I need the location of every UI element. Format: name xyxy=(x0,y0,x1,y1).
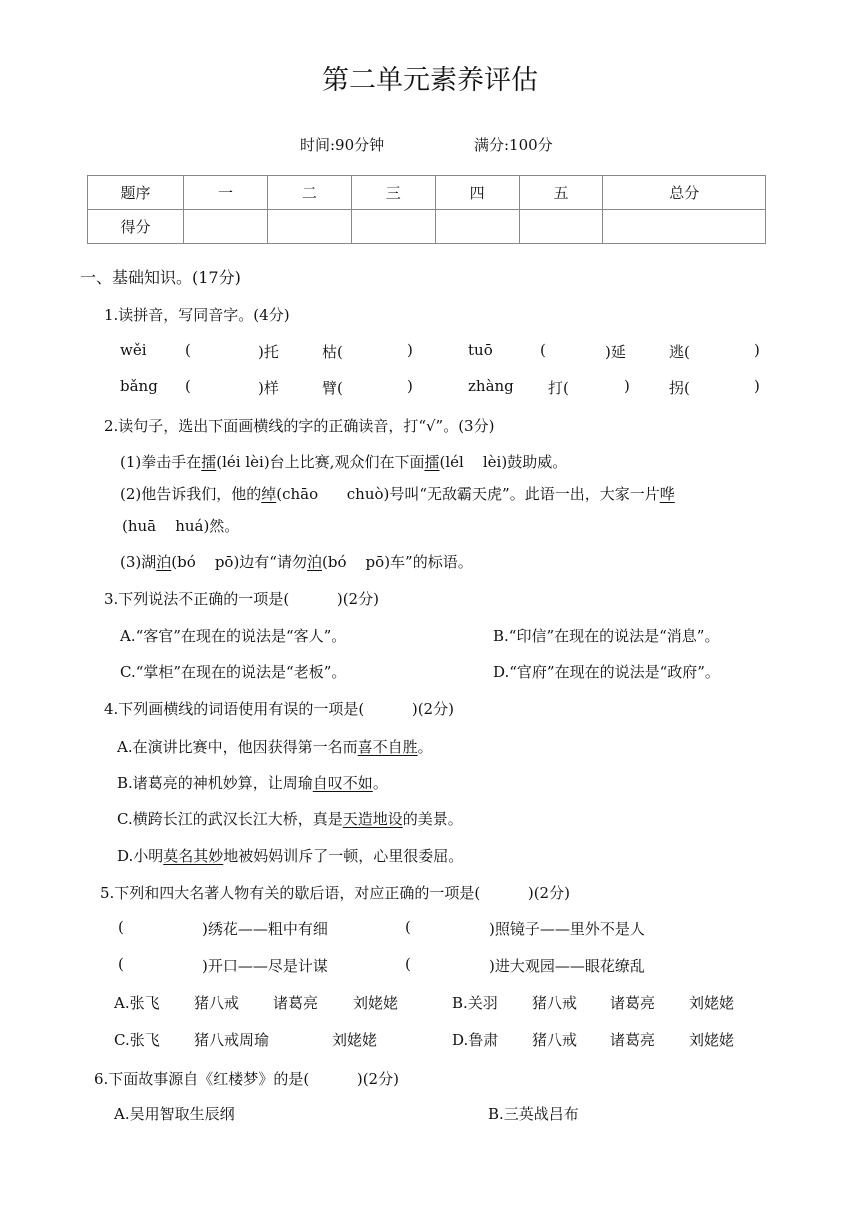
underlined-word: 天造地设 xyxy=(342,810,403,828)
blank-word: 逃( xyxy=(669,343,690,361)
option-text: 刘姥姥 xyxy=(353,994,399,1012)
blank-close: ) xyxy=(754,377,760,395)
option-text: 诸葛亮 xyxy=(273,994,319,1012)
section-heading: 一、基础知识。(17分) xyxy=(80,268,241,287)
score-table xyxy=(87,175,766,244)
text: A.在演讲比赛中，他因获得第一名而 xyxy=(117,738,358,756)
option-b xyxy=(117,772,388,793)
option-a: A.吴用智取生辰纲 xyxy=(114,1105,235,1123)
underlined-char: 泊 xyxy=(306,553,322,571)
blank-open: ( xyxy=(185,377,191,395)
blank-open: ( xyxy=(118,918,124,936)
score-header-cell: 五 xyxy=(519,176,603,210)
question-2-sentence-2 xyxy=(120,483,675,504)
blank-word: 枯( xyxy=(322,343,343,361)
underlined-char: 擂 xyxy=(201,453,217,471)
blank-word: )延 xyxy=(605,343,626,361)
pinyin: bǎng xyxy=(120,377,158,395)
question-1-title: 1.读拼音，写同音字。(4分) xyxy=(104,306,290,324)
blank-open: ( xyxy=(405,918,411,936)
question-6-title: 6.下面故事源自《红楼梦》的是( )(2分) xyxy=(94,1070,399,1088)
score-input-cell[interactable] xyxy=(351,210,435,244)
blank-open: ( xyxy=(185,341,191,359)
score-header-cell: 一 xyxy=(184,176,268,210)
option-b: B.“印信”在现在的说法是“消息”。 xyxy=(493,627,720,645)
pinyin: wěi xyxy=(120,341,147,359)
score-table-score-row xyxy=(88,210,766,244)
idiom-text: )进大观园——眼花缭乱 xyxy=(489,957,645,975)
blank-word: )样 xyxy=(258,379,279,397)
blank-open: ( xyxy=(405,955,411,973)
option-a xyxy=(117,736,433,757)
option-c xyxy=(117,808,463,829)
score-header-cell: 三 xyxy=(351,176,435,210)
option-a: A.“客官”在现在的说法是“客人”。 xyxy=(120,627,347,645)
option-c: C.“掌柜”在现在的说法是“老板”。 xyxy=(120,663,347,681)
blank-word: 打( xyxy=(548,379,569,397)
option-text: 猪八戒 xyxy=(532,1031,578,1049)
text: B.诸葛亮的神机妙算，让周瑜 xyxy=(117,774,313,792)
score-input-cell[interactable] xyxy=(435,210,519,244)
text: (bó pō)车”的标语。 xyxy=(322,553,473,571)
score-header-cell: 四 xyxy=(435,176,519,210)
question-3-title: 3.下列说法不正确的一项是( )(2分) xyxy=(104,590,379,608)
underlined-word: 莫名其妙 xyxy=(163,847,224,865)
option-d: D.鲁肃 xyxy=(452,1031,499,1049)
score-header-cell: 总分 xyxy=(603,176,766,210)
score-input-cell[interactable] xyxy=(267,210,351,244)
option-c: C.张飞 xyxy=(114,1031,160,1049)
option-a: A.张飞 xyxy=(114,994,160,1012)
text: C.横跨长江的武汉长江大桥，真是 xyxy=(117,810,343,828)
blank-word: 臂( xyxy=(322,379,343,397)
blank-close: ) xyxy=(754,341,760,359)
blank-close: ) xyxy=(407,377,413,395)
option-text: 刘姥姥 xyxy=(689,994,735,1012)
underlined-char: 泊 xyxy=(156,553,172,571)
idiom-text: )绣花——粗中有细 xyxy=(202,920,328,938)
blank-word: )托 xyxy=(258,343,279,361)
question-2-sentence-3 xyxy=(120,551,473,572)
option-text: 刘姥姥 xyxy=(689,1031,735,1049)
pinyin: tuō xyxy=(468,341,493,359)
text: 。 xyxy=(417,738,433,756)
blank-close: ) xyxy=(407,341,413,359)
option-text: 猪八戒 xyxy=(532,994,578,1012)
question-2-title: 2.读句子，选出下面画横线的字的正确读音，打“√”。(3分) xyxy=(104,417,495,435)
question-5-title: 5.下列和四大名著人物有关的歇后语，对应正确的一项是( )(2分) xyxy=(100,884,570,902)
question-2-sentence-2-cont: (huā huá)然。 xyxy=(122,517,240,535)
blank-close: ) xyxy=(624,377,630,395)
idiom-text: )开口——尽是计谋 xyxy=(202,957,328,975)
text: 地被妈妈训斥了一顿，心里很委屈。 xyxy=(223,847,464,865)
underlined-char: 绰 xyxy=(261,485,277,503)
score-input-cell[interactable] xyxy=(519,210,603,244)
page-title: 第二单元素养评估 xyxy=(322,65,538,96)
underlined-word: 自叹不如 xyxy=(312,774,373,792)
option-text: 诸葛亮 xyxy=(610,1031,656,1049)
score-header-cell: 题序 xyxy=(88,176,184,210)
score-table-header-row xyxy=(88,176,766,210)
exam-time: 时间:90分钟 xyxy=(300,136,385,154)
pinyin: zhàng xyxy=(468,377,514,395)
option-text: 猪八戒周瑜 xyxy=(194,1031,270,1049)
score-row-label: 得分 xyxy=(88,210,184,244)
blank-word: 拐( xyxy=(669,379,690,397)
text: D.小明 xyxy=(117,847,164,865)
text: (bó pō)边有“请勿 xyxy=(171,553,307,571)
score-input-cell[interactable] xyxy=(603,210,766,244)
text: (lél lèi)鼓助威。 xyxy=(439,453,568,471)
score-header-cell: 二 xyxy=(267,176,351,210)
underlined-char: 哗 xyxy=(659,485,675,503)
text: 的美景。 xyxy=(402,810,463,828)
score-input-cell[interactable] xyxy=(184,210,268,244)
option-d: D.“官府”在现在的说法是“政府”。 xyxy=(493,663,720,681)
blank-open: ( xyxy=(118,955,124,973)
text: (2)他告诉我们，他的 xyxy=(120,485,262,503)
text: (3)湖 xyxy=(120,553,157,571)
question-2-sentence-1 xyxy=(120,451,567,472)
option-text: 刘姥姥 xyxy=(332,1031,378,1049)
text: 。 xyxy=(372,774,388,792)
text: (1)拳击手在 xyxy=(120,453,202,471)
option-b: B.三英战吕布 xyxy=(488,1105,579,1123)
underlined-char: 擂 xyxy=(424,453,440,471)
idiom-text: )照镜子——里外不是人 xyxy=(489,920,645,938)
text: (chāo chuò)号叫“无敌霸天虎”。此语一出，大家一片 xyxy=(276,485,660,503)
option-b: B.关羽 xyxy=(452,994,498,1012)
option-d xyxy=(117,845,463,866)
underlined-word: 喜不自胜 xyxy=(357,738,418,756)
blank-open: ( xyxy=(540,341,546,359)
option-text: 猪八戒 xyxy=(194,994,240,1012)
text: (léi lèi)台上比赛,观众们在下面 xyxy=(216,453,425,471)
option-text: 诸葛亮 xyxy=(610,994,656,1012)
exam-full-score: 满分:100分 xyxy=(474,136,553,154)
question-4-title: 4.下列画横线的词语使用有误的一项是( )(2分) xyxy=(104,700,454,718)
